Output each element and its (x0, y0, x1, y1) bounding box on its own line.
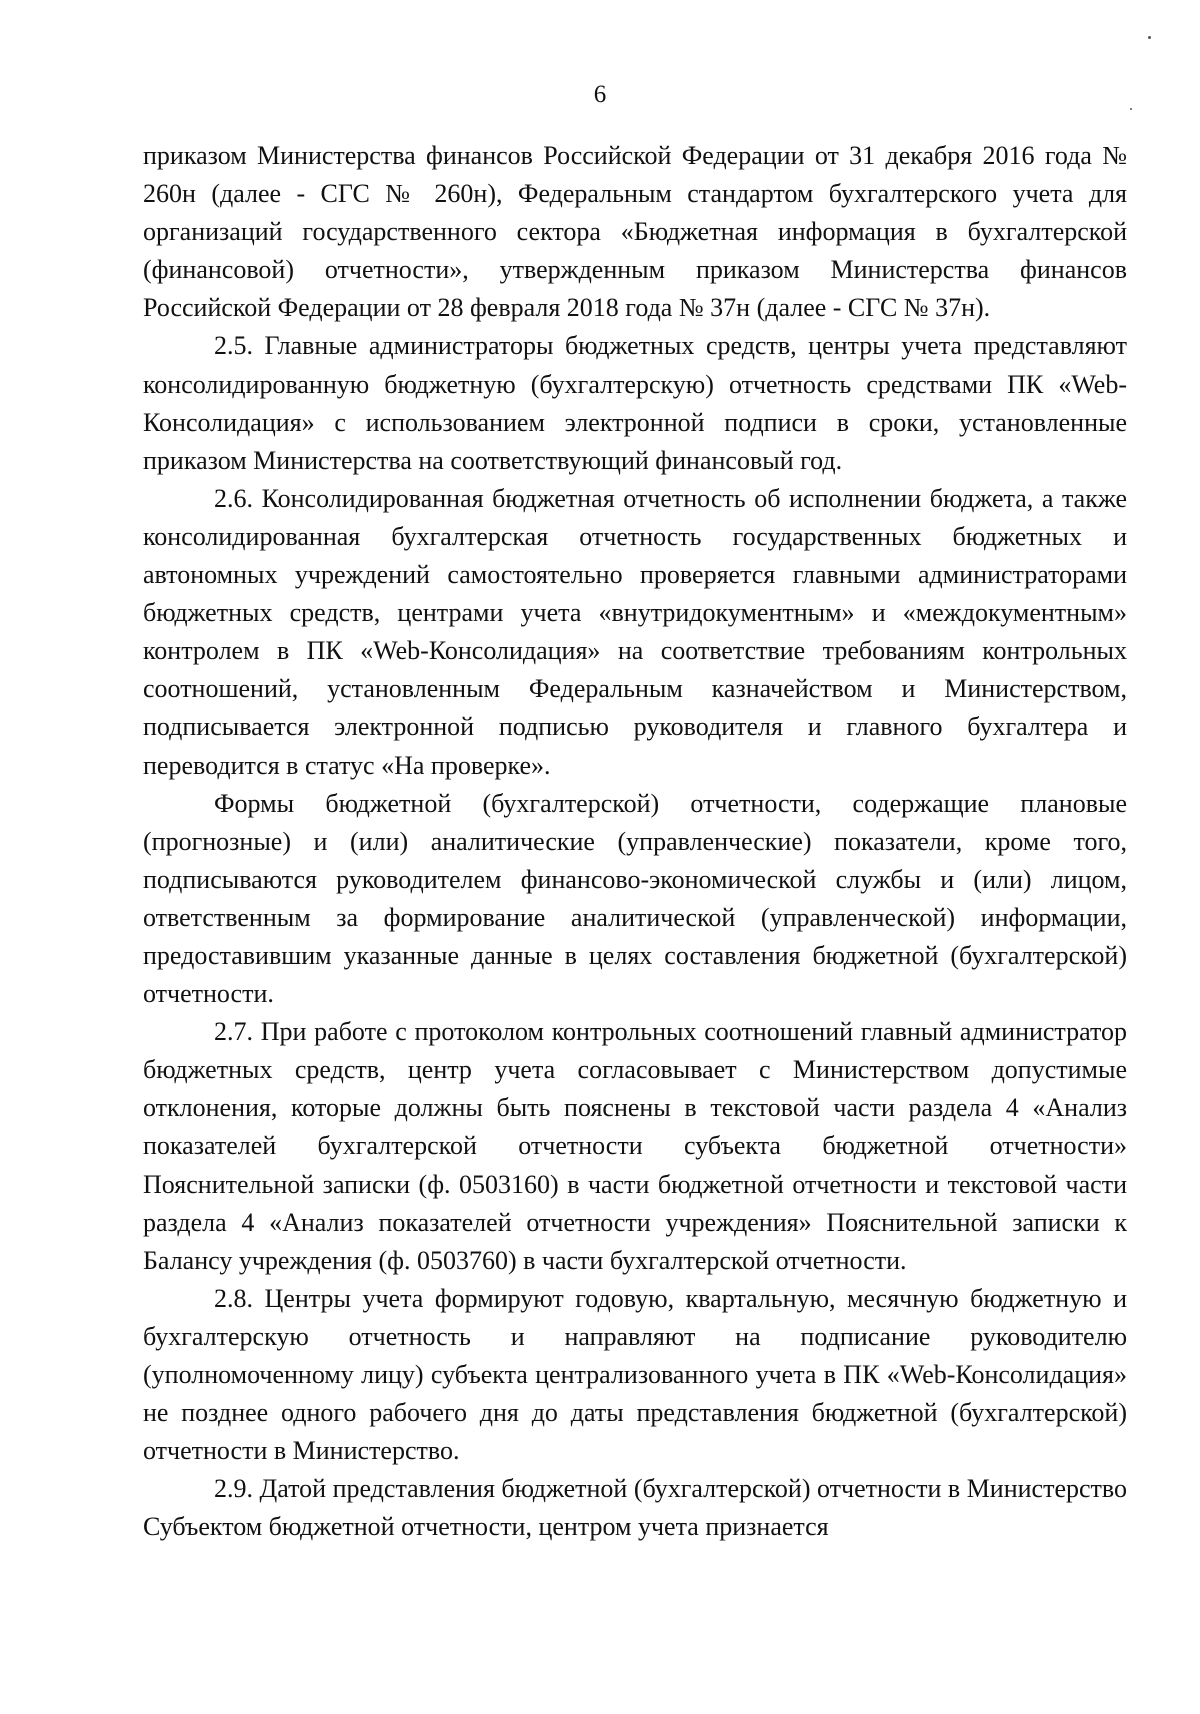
paragraph: приказом Министерства финансов Российской Федерации от 31 декабря 2016 года № 260н (далее - СГС № 260н), Федеральным стандартом бухгалтерского учета для организаций государственного сектора «Бюджетная информация в бухгалтерской (финансовой) отчетности», утвержденным приказом Министерства финансов Российской Федерации от 28 февраля 2018 года № 37н (далее - СГС № 37н). (143, 141, 1127, 323)
scan-speck (1130, 108, 1132, 110)
page-number: 6 (593, 81, 607, 108)
paragraph-forms-signing: Формы бюджетной (бухгалтерской) отчетности, содержащие плановые (прогнозные) и (или) аналитические (управленческие) показатели, кроме того, подписываются руководителем финансово-экономической службы и (или) лицом, ответственным за формирование аналитической (управленческой) информации, предоставившим указанные данные в целях составления бюджетной (бухгалтерской) отчетности. (143, 788, 1127, 1009)
paragraph-2-9: 2.9. Датой представления бюджетной (бухгалтерской) отчетности в Министерство Субъектом бюджетной отчетности, центром учета признается (143, 1474, 1127, 1542)
paragraph-2-8: 2.8. Центры учета формируют годовую, квартальную, месячную бюджетную и бухгалтерскую отчетность и направляют на подписание руководителю (уполномоченному лицу) субъекта централизованного учета в ПК «Web-Консолидация» не позднее одного рабочего дня до даты представления бюджетной (бухгалтерской) отчетности в Министерство. (143, 1283, 1127, 1466)
document-body (143, 137, 1127, 1546)
paragraph-2-5: 2.5. Главные администраторы бюджетных средств, центры учета представляют консолидированную бюджетную (бухгалтерскую) отчетность средствами ПК «Web-Консолидация» с использованием электронной подписи в сроки, установленные приказом Министерства на соответствующий финансовый год. (143, 331, 1127, 475)
paragraph-2-7: 2.7. При работе с протоколом контрольных соотношений главный администратор бюджетных средств, центр учета согласовывает с Министерством допустимые отклонения, которые должны быть пояснены в текстовой части раздела 4 «Анализ показателей бухгалтерской отчетности субъекта бюджетной отчетности» Пояснительной записки (ф. 0503160) в части бюджетной отчетности и текстовой части раздела 4 «Анализ показателей отчетности учреждения» Пояснительной записки к Балансу учреждения (ф. 0503760) в части бухгалтерской отчетности. (143, 1017, 1127, 1275)
scan-speck (1148, 36, 1151, 39)
paragraph-2-6: 2.6. Консолидированная бюджетная отчетность об исполнении бюджета, а также консолидированная бухгалтерская отчетность государственных бюджетных и автономных учреждений самостоятельно проверяется главными администраторами бюджетных средств, центрами учета «внутридокументным» и «междокументным» контролем в ПК «Web-Консолидация» на соответствие требованиям контрольных соотношений, установленным Федеральным казначейством и Министерством, подписывается электронной подписью руководителя и главного бухгалтера и переводится в статус «На проверке». (143, 483, 1127, 780)
